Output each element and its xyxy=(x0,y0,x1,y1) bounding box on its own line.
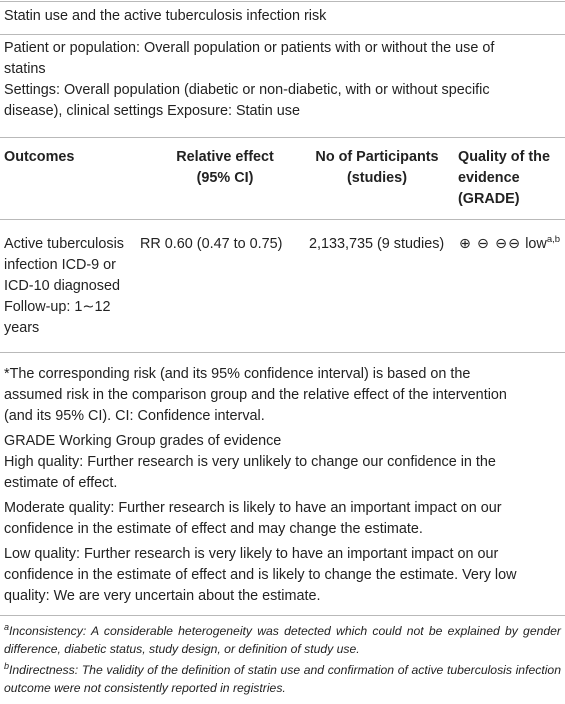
notes-bottom-rule xyxy=(0,615,565,616)
col-relative-effect-line-2: (95% CI) xyxy=(196,170,254,186)
footnote-b xyxy=(4,662,561,697)
settings-line-1: Settings: Overall population (diabetic or non-diabetic, with or without specific xyxy=(4,82,490,98)
grade-certainty-icon: ⊕ ⊖ ⊖⊖ xyxy=(459,236,522,252)
footnote-a-mark: a xyxy=(4,621,10,632)
header-top-rule xyxy=(0,137,565,138)
row-outcome-line-2: infection ICD-9 or xyxy=(4,257,116,273)
row-participants: 2,133,735 (9 studies) xyxy=(309,236,445,252)
settings-line-2: disease), clinical settings Exposure: Statin use xyxy=(4,103,300,119)
col-outcomes-label: Outcomes xyxy=(4,149,75,165)
col-relative-effect-line-1: Relative effect xyxy=(176,149,274,165)
row-grade xyxy=(459,234,560,255)
patient-line-1: Patient or population: Overall population or patients with or without the use of xyxy=(4,40,495,56)
col-header-participants xyxy=(306,147,448,189)
top-rule xyxy=(0,1,565,2)
high-quality-line-1: High quality: Further research is very unlikely to change our confidence in the xyxy=(4,454,496,470)
low-quality-line-1: Low quality: Further research is very likely to have an important impact on our xyxy=(4,546,499,562)
note-line-3: (and its 95% CI). CI: Confidence interval. xyxy=(4,408,265,424)
high-quality-line-2: estimate of effect. xyxy=(4,475,118,491)
row-outcome-line-4: Follow-up: 1∼12 xyxy=(4,299,111,315)
low-quality-line-2: confidence in the estimate of effect and is likely to change the estimate. Very low xyxy=(4,567,517,583)
patient-line-2: statins xyxy=(4,61,46,77)
footnote-a xyxy=(4,623,561,658)
col-participants-line-1: No of Participants xyxy=(315,149,439,165)
footnote-b-mark: b xyxy=(4,660,10,671)
grade-heading: GRADE Working Group grades of evidence xyxy=(4,433,282,449)
col-participants-line-2: (studies) xyxy=(347,170,407,186)
moderate-quality-line-2: confidence in the estimate of effect and may change the estimate. xyxy=(4,521,423,537)
col-header-quality xyxy=(458,147,550,210)
grade-footnote-marks: a,b xyxy=(546,234,561,246)
footnote-a-text: Inconsistency: A considerable heterogeneity was detected which could not be explained by gender difference, diabetic status, study design, or definition of study use. xyxy=(4,624,561,656)
footnote-b-text: Indirectness: The validity of the definition of statin use and confirmation of active tuberculosis infection outcome were not consistently reported in registries. xyxy=(4,663,561,695)
row-outcome-line-3: ICD-10 diagnosed xyxy=(4,278,120,294)
grade-label: low xyxy=(525,236,547,252)
row-outcome-line-5: years xyxy=(4,320,40,336)
title-rule xyxy=(0,34,565,35)
note-line-1: *The corresponding risk (and its 95% confidence interval) is based on the xyxy=(4,366,471,382)
col-header-relative-effect xyxy=(162,147,288,189)
row-relative-effect: RR 0.60 (0.47 to 0.75) xyxy=(140,236,283,252)
note-line-2: assumed risk in the comparison group and the relative effect of the intervention xyxy=(4,387,507,403)
row-bottom-rule xyxy=(0,352,565,353)
col-quality-line-3: (GRADE) xyxy=(458,191,520,207)
low-quality-line-3: quality: We are very uncertain about the estimate. xyxy=(4,588,321,604)
col-header-outcomes xyxy=(4,147,74,168)
col-quality-line-1: Quality of the xyxy=(458,149,550,165)
row-outcome-line-1: Active tuberculosis xyxy=(4,236,124,252)
col-quality-line-2: evidence xyxy=(458,170,520,186)
row-outcome xyxy=(4,234,124,339)
header-bottom-rule xyxy=(0,219,565,220)
moderate-quality-line-1: Moderate quality: Further research is likely to have an important impact on our xyxy=(4,500,502,516)
table-title: Statin use and the active tuberculosis infection risk xyxy=(4,8,327,24)
